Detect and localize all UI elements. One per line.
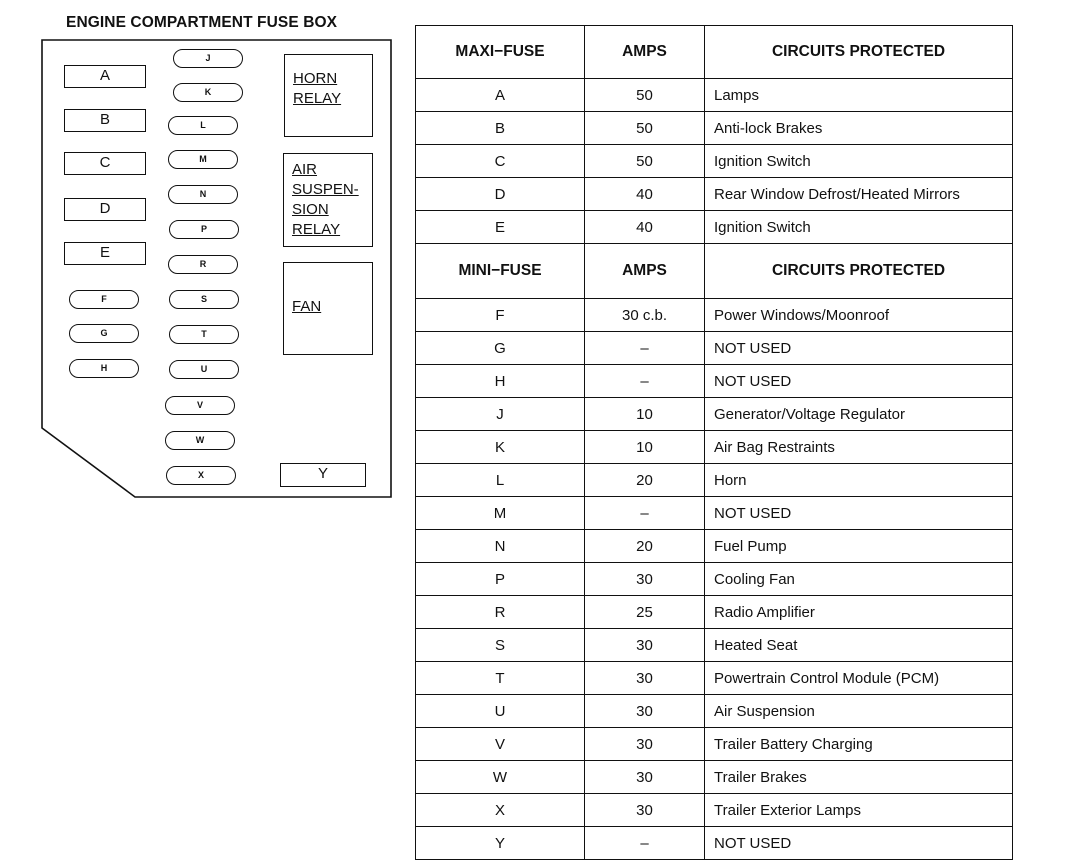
table-row-cell: L — [416, 464, 585, 497]
table-row — [416, 178, 1013, 211]
mini-fuse-j: J — [173, 49, 243, 68]
table-row-cell: Air Suspension — [705, 695, 1013, 728]
table-row-cell: W — [416, 761, 585, 794]
table-header-mini-cell: CIRCUITS PROTECTED — [705, 244, 1013, 299]
table-row-cell: Y — [416, 827, 585, 860]
table-row — [416, 145, 1013, 178]
table-row-cell: Fuel Pump — [705, 530, 1013, 563]
table-row-cell: 30 c.b. — [585, 299, 705, 332]
table-row — [416, 211, 1013, 244]
table-row-cell: Rear Window Defrost/Heated Mirrors — [705, 178, 1013, 211]
fan-relay-label: FAN — [292, 298, 322, 315]
table-row-cell: Heated Seat — [705, 629, 1013, 662]
table-row — [416, 332, 1013, 365]
horn-relay-label: RELAY — [293, 90, 342, 107]
table-row-cell: X — [416, 794, 585, 827]
air-suspension-relay-label: AIR — [292, 161, 318, 178]
table-row — [416, 79, 1013, 112]
table-row-cell: 30 — [585, 563, 705, 596]
mini-fuse-h: H — [69, 359, 139, 378]
table-row-cell: NOT USED — [705, 827, 1013, 860]
mini-fuse-p: P — [169, 220, 239, 239]
table-row-cell: NOT USED — [705, 497, 1013, 530]
maxi-fuse-e: E — [64, 242, 146, 265]
table-header-mini-cell: AMPS — [585, 244, 705, 299]
mini-fuse-g: G — [69, 324, 139, 343]
table-row-cell: A — [416, 79, 585, 112]
mini-fuse-x: X — [166, 466, 236, 485]
table-row-cell: Lamps — [705, 79, 1013, 112]
table-row-cell: NOT USED — [705, 365, 1013, 398]
table-row — [416, 398, 1013, 431]
table-row-cell: C — [416, 145, 585, 178]
mini-fuse-r: R — [168, 255, 238, 274]
maxi-fuse-c: C — [64, 152, 146, 175]
table-row-cell: Power Windows/Moonroof — [705, 299, 1013, 332]
table-row-cell: H — [416, 365, 585, 398]
table-row-cell: – — [585, 365, 705, 398]
table-header-maxi-cell: AMPS — [585, 26, 705, 79]
table-row-cell: 50 — [585, 112, 705, 145]
table-row-cell: 40 — [585, 211, 705, 244]
table-row — [416, 563, 1013, 596]
mini-fuse-w: W — [165, 431, 235, 450]
table-header-maxi-cell: MAXI−FUSE — [416, 26, 585, 79]
mini-fuse-u: U — [169, 360, 239, 379]
mini-fuse-s: S — [169, 290, 239, 309]
table-row — [416, 112, 1013, 145]
air-suspension-relay-label: SUSPEN- — [292, 181, 359, 198]
table-row-cell: G — [416, 332, 585, 365]
table-row-cell: Anti-lock Brakes — [705, 112, 1013, 145]
horn-relay-label: HORN — [293, 70, 338, 87]
table-row — [416, 761, 1013, 794]
air-suspension-relay-label: RELAY — [292, 221, 341, 238]
table-row-cell: Powertrain Control Module (PCM) — [705, 662, 1013, 695]
table-row-cell: J — [416, 398, 585, 431]
mini-fuse-t: T — [169, 325, 239, 344]
table-row-cell: V — [416, 728, 585, 761]
table-row-cell: S — [416, 629, 585, 662]
mini-fuse-n: N — [168, 185, 238, 204]
table-row — [416, 629, 1013, 662]
table-row-cell: 30 — [585, 794, 705, 827]
table-row-cell: 30 — [585, 629, 705, 662]
table-row-cell: 25 — [585, 596, 705, 629]
fuse-table — [415, 25, 1013, 860]
table-row-cell: E — [416, 211, 585, 244]
maxi-fuse-d: D — [64, 198, 146, 221]
table-row-cell: T — [416, 662, 585, 695]
table-row — [416, 299, 1013, 332]
table-row-cell: Cooling Fan — [705, 563, 1013, 596]
table-row-cell: 10 — [585, 431, 705, 464]
horn-relay — [284, 54, 373, 137]
table-row-cell: 50 — [585, 79, 705, 112]
maxi-fuse-a: A — [64, 65, 146, 88]
table-row-cell: P — [416, 563, 585, 596]
table-row-cell: Radio Amplifier — [705, 596, 1013, 629]
mini-fuse-m: M — [168, 150, 238, 169]
table-row-cell: Ignition Switch — [705, 211, 1013, 244]
table-row — [416, 695, 1013, 728]
table-row-cell: D — [416, 178, 585, 211]
table-row — [416, 431, 1013, 464]
table-row — [416, 464, 1013, 497]
table-row — [416, 827, 1013, 860]
mini-fuse-v: V — [165, 396, 235, 415]
table-header-maxi-cell: CIRCUITS PROTECTED — [705, 26, 1013, 79]
table-row-cell: M — [416, 497, 585, 530]
table-row-cell: 20 — [585, 530, 705, 563]
table-row-cell: Air Bag Restraints — [705, 431, 1013, 464]
table-row-cell: 30 — [585, 728, 705, 761]
maxi-fuse-b: B — [64, 109, 146, 132]
table-row-cell: F — [416, 299, 585, 332]
table-row-cell: NOT USED — [705, 332, 1013, 365]
table-header-mini — [416, 244, 1013, 299]
table-row-cell: N — [416, 530, 585, 563]
table-row-cell: 50 — [585, 145, 705, 178]
table-row-cell: – — [585, 827, 705, 860]
table-row-cell: – — [585, 332, 705, 365]
table-row-cell: Generator/Voltage Regulator — [705, 398, 1013, 431]
table-row-cell: R — [416, 596, 585, 629]
table-row — [416, 794, 1013, 827]
mini-fuse-l: L — [168, 116, 238, 135]
table-row — [416, 365, 1013, 398]
table-row-cell: B — [416, 112, 585, 145]
table-row-cell: 30 — [585, 695, 705, 728]
table-row — [416, 530, 1013, 563]
table-row-cell: K — [416, 431, 585, 464]
table-row-cell: 40 — [585, 178, 705, 211]
table-row-cell: 30 — [585, 761, 705, 794]
table-row-cell: U — [416, 695, 585, 728]
mini-fuse-k: K — [173, 83, 243, 102]
table-row-cell: Ignition Switch — [705, 145, 1013, 178]
air-suspension-relay-label: SION — [292, 201, 329, 218]
table-row — [416, 497, 1013, 530]
table-row — [416, 596, 1013, 629]
table-row-cell: Trailer Brakes — [705, 761, 1013, 794]
diagram-title: ENGINE COMPARTMENT FUSE BOX — [66, 14, 338, 31]
mini-fuse-f: F — [69, 290, 139, 309]
table-row — [416, 728, 1013, 761]
table-row-cell: 30 — [585, 662, 705, 695]
table-row-cell: 10 — [585, 398, 705, 431]
table-row-cell: – — [585, 497, 705, 530]
table-row-cell: Trailer Battery Charging — [705, 728, 1013, 761]
table-row — [416, 662, 1013, 695]
table-header-mini-cell: MINI−FUSE — [416, 244, 585, 299]
spare-fuse-y: Y — [280, 463, 366, 487]
air-suspension-relay — [283, 153, 373, 247]
table-row-cell: Horn — [705, 464, 1013, 497]
table-row-cell: Trailer Exterior Lamps — [705, 794, 1013, 827]
fan-relay — [283, 262, 373, 355]
table-header-maxi — [416, 26, 1013, 79]
table-row-cell: 20 — [585, 464, 705, 497]
